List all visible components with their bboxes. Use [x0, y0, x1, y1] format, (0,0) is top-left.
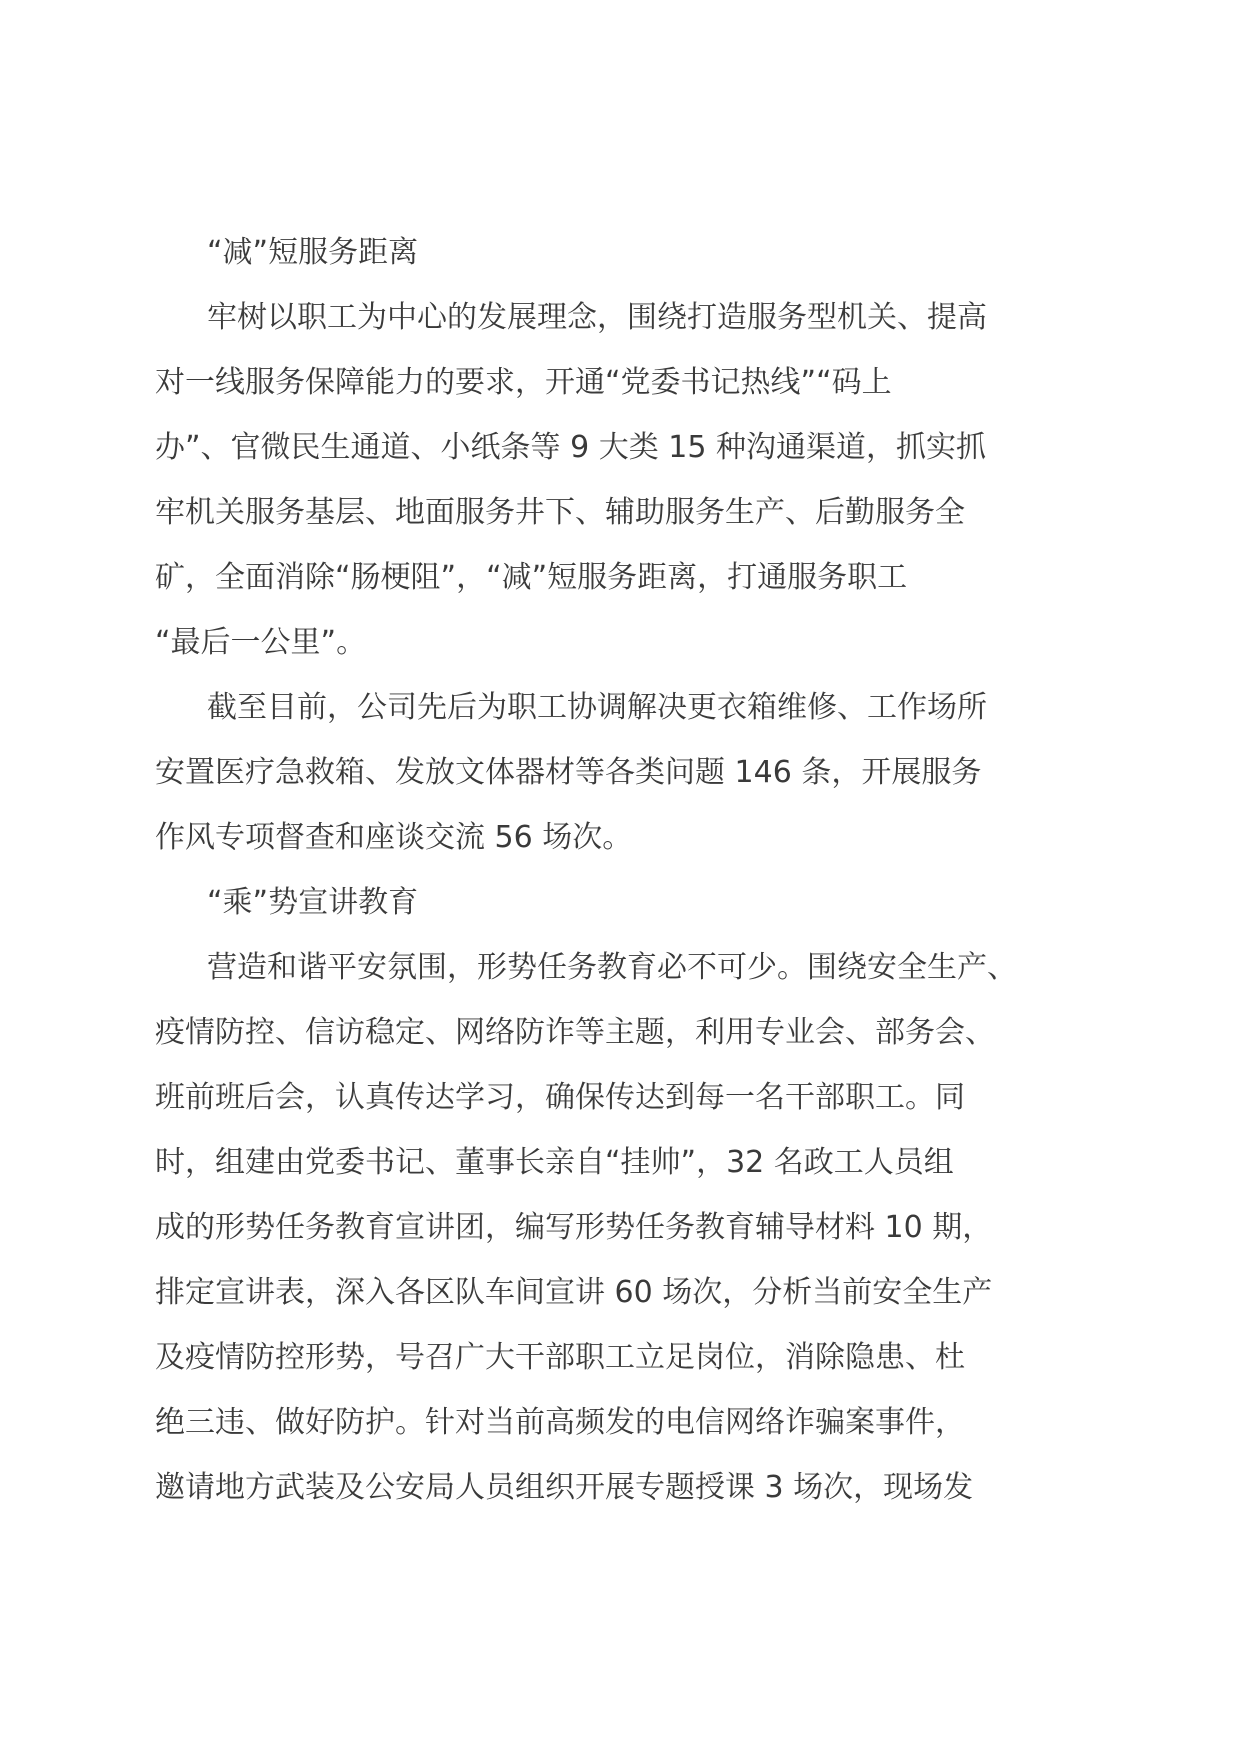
paragraph-line: 营造和谐平安氛围，形势任务教育必不可少。围绕安全生产、	[207, 950, 1017, 985]
paragraph-line: 邀请地方武装及公安局人员组织开展专题授课 3 场次，现场发	[155, 1470, 974, 1505]
paragraph-line: 安置医疗急救箱、发放文体器材等各类问题 146 条，开展服务	[155, 755, 982, 790]
paragraph-line: 排定宣讲表，深入各区队车间宣讲 60 场次，分析当前安全生产	[155, 1275, 993, 1310]
paragraph-line: 及疫情防控形势，号召广大干部职工立足岗位，消除隐患、杜	[155, 1340, 965, 1375]
paragraph-line: 牢机关服务基层、地面服务井下、辅助服务生产、后勤服务全	[155, 495, 965, 530]
paragraph-line: 矿，全面消除“肠梗阻”，“减”短服务距离，打通服务职工	[155, 560, 908, 595]
paragraph-line: 牢树以职工为中心的发展理念，围绕打造服务型机关、提高	[207, 300, 987, 335]
paragraph-line: 对一线服务保障能力的要求，开通“党委书记热线”“码上	[155, 365, 892, 400]
paragraph-line: “最后一公里”。	[155, 625, 367, 660]
document-body	[155, 220, 1090, 1520]
paragraph-line: 办”、官微民生通道、小纸条等 9 大类 15 种沟通渠道，抓实抓	[155, 430, 986, 465]
paragraph-line: 疫情防控、信访稳定、网络防诈等主题，利用专业会、部务会、	[155, 1015, 995, 1050]
paragraph-line: 成的形势任务教育宣讲团，编写形势任务教育辅导材料 10 期，	[155, 1210, 993, 1245]
paragraph-line: 作风专项督查和座谈交流 56 场次。	[155, 820, 633, 855]
section-heading: “减”短服务距离	[207, 235, 419, 270]
paragraph-line: 截至目前，公司先后为职工协调解决更衣箱维修、工作场所	[207, 690, 987, 725]
section-heading: “乘”势宣讲教育	[207, 885, 419, 920]
paragraph-line: 班前班后会，认真传达学习，确保传达到每一名干部职工。同	[155, 1080, 965, 1115]
paragraph-line: 绝三违、做好防护。针对当前高频发的电信网络诈骗案事件，	[155, 1405, 965, 1440]
paragraph-line: 时，组建由党委书记、董事长亲自“挂帅”，32 名政工人员组	[155, 1145, 954, 1180]
